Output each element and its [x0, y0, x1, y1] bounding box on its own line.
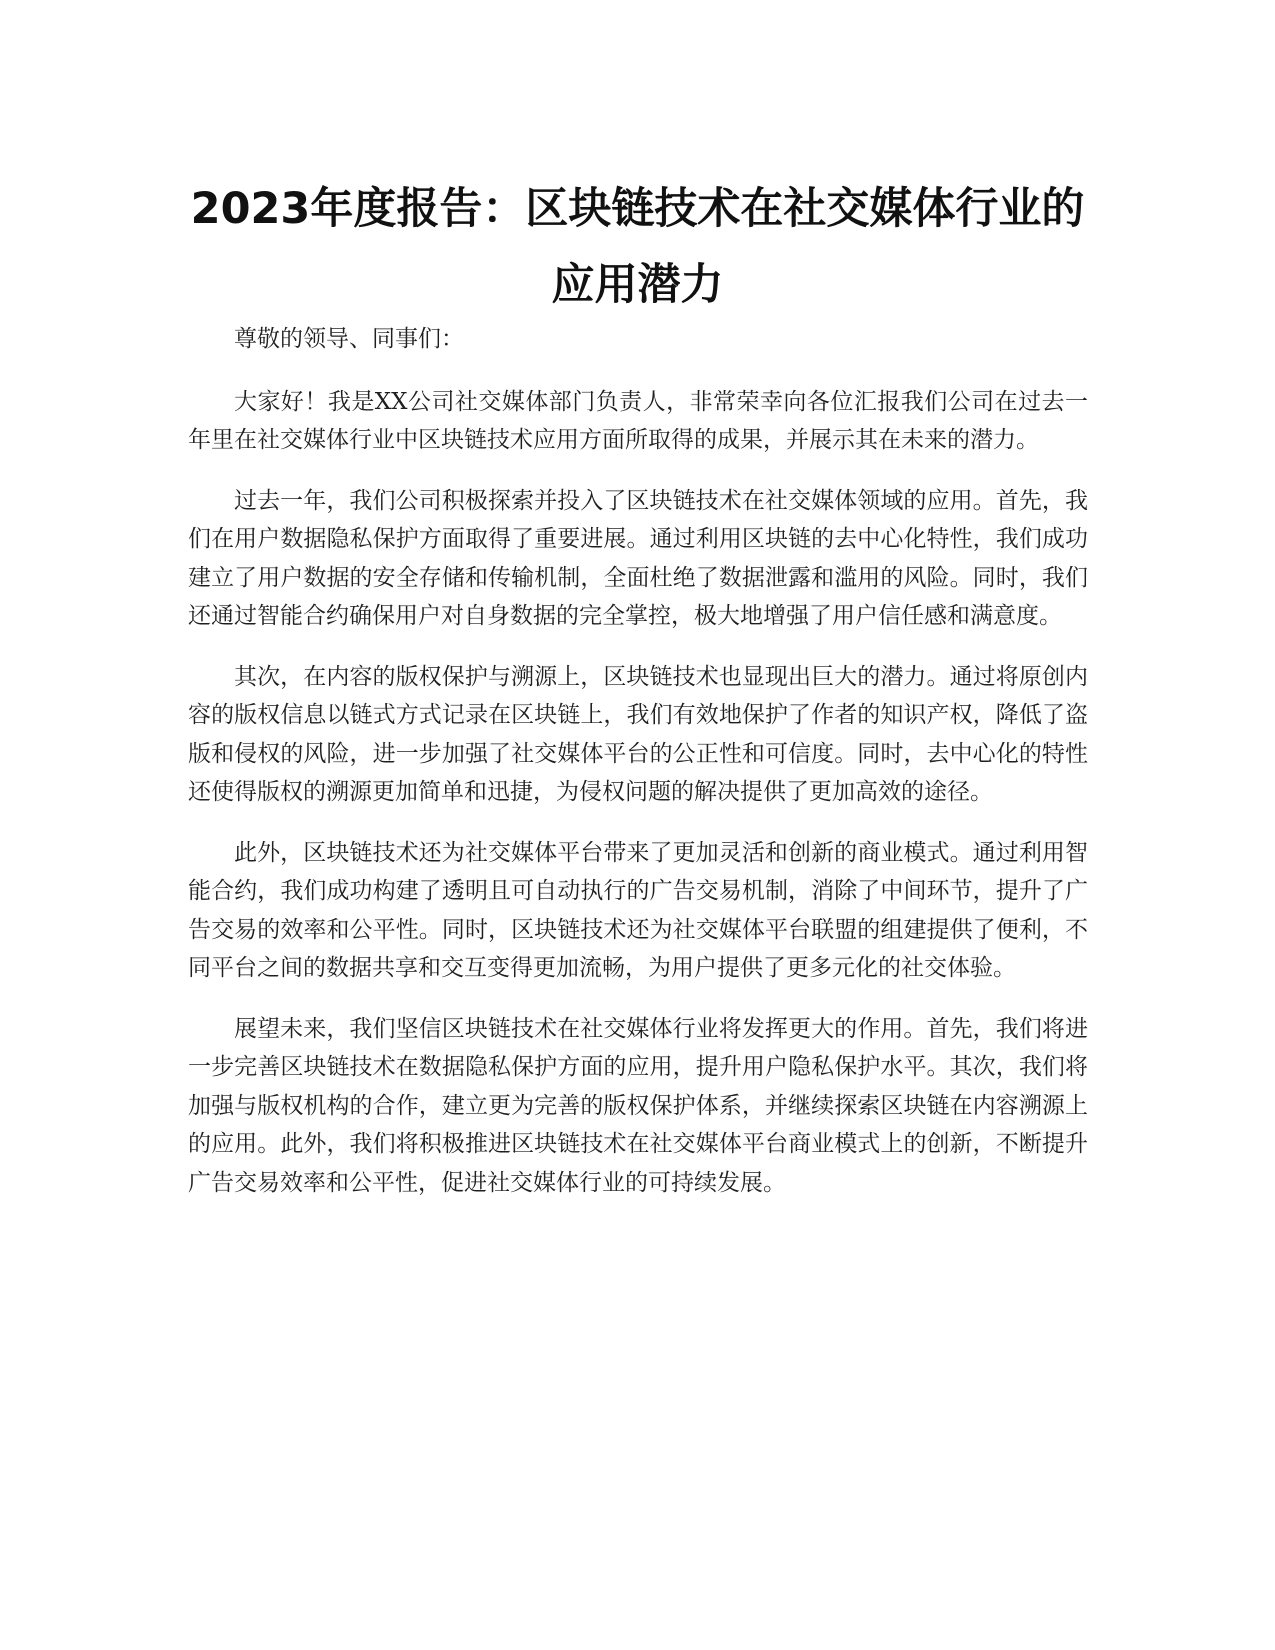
document-body	[188, 320, 1088, 1224]
paragraph-outlook: 展望未来，我们坚信区块链技术在社交媒体行业将发挥更大的作用。首先，我们将进一步完善区块链技术在数据隐私保护方面的应用，提升用户隐私保护水平。其次，我们将加强与版权机构的合作，建立更为完善的版权保护体系，并继续探索区块链在内容溯源上的应用。此外，我们将积极推进区块链技术在社交媒体平台商业模式上的创新，不断提升广告交易效率和公平性，促进社交媒体行业的可持续发展。	[188, 1015, 1088, 1196]
paragraph-privacy: 过去一年，我们公司积极探索并投入了区块链技术在社交媒体领域的应用。首先，我们在用户数据隐私保护方面取得了重要进展。通过利用区块链的去中心化特性，我们成功建立了用户数据的安全存储和传输机制，全面杜绝了数据泄露和滥用的风险。同时，我们还通过智能合约确保用户对自身数据的完全掌控，极大地增强了用户信任感和满意度。	[188, 487, 1088, 629]
paragraph-intro: 大家好！我是XX公司社交媒体部门负责人，非常荣幸向各位汇报我们公司在过去一年里在社交媒体行业中区块链技术应用方面所取得的成果，并展示其在未来的潜力。	[188, 388, 1088, 453]
document-title: 2023年度报告：区块链技术在社交媒体行业的应用潜力	[190, 183, 1085, 310]
salutation: 尊敬的领导、同事们：	[234, 326, 464, 352]
paragraph-business-model: 此外，区块链技术还为社交媒体平台带来了更加灵活和创新的商业模式。通过利用智能合约，我们成功构建了透明且可自动执行的广告交易机制，消除了中间环节，提升了广告交易的效率和公平性。同时，区块链技术还为社交媒体平台联盟的组建提供了便利，不同平台之间的数据共享和交互变得更加流畅，为用户提供了更多元化的社交体验。	[188, 839, 1088, 981]
paragraph-copyright: 其次，在内容的版权保护与溯源上，区块链技术也显现出巨大的潜力。通过将原创内容的版权信息以链式方式记录在区块链上，我们有效地保护了作者的知识产权，降低了盗版和侵权的风险，进一步加强了社交媒体平台的公正性和可信度。同时，去中心化的特性还使得版权的溯源更加简单和迅捷，为侵权问题的解决提供了更加高效的途径。	[188, 663, 1088, 805]
